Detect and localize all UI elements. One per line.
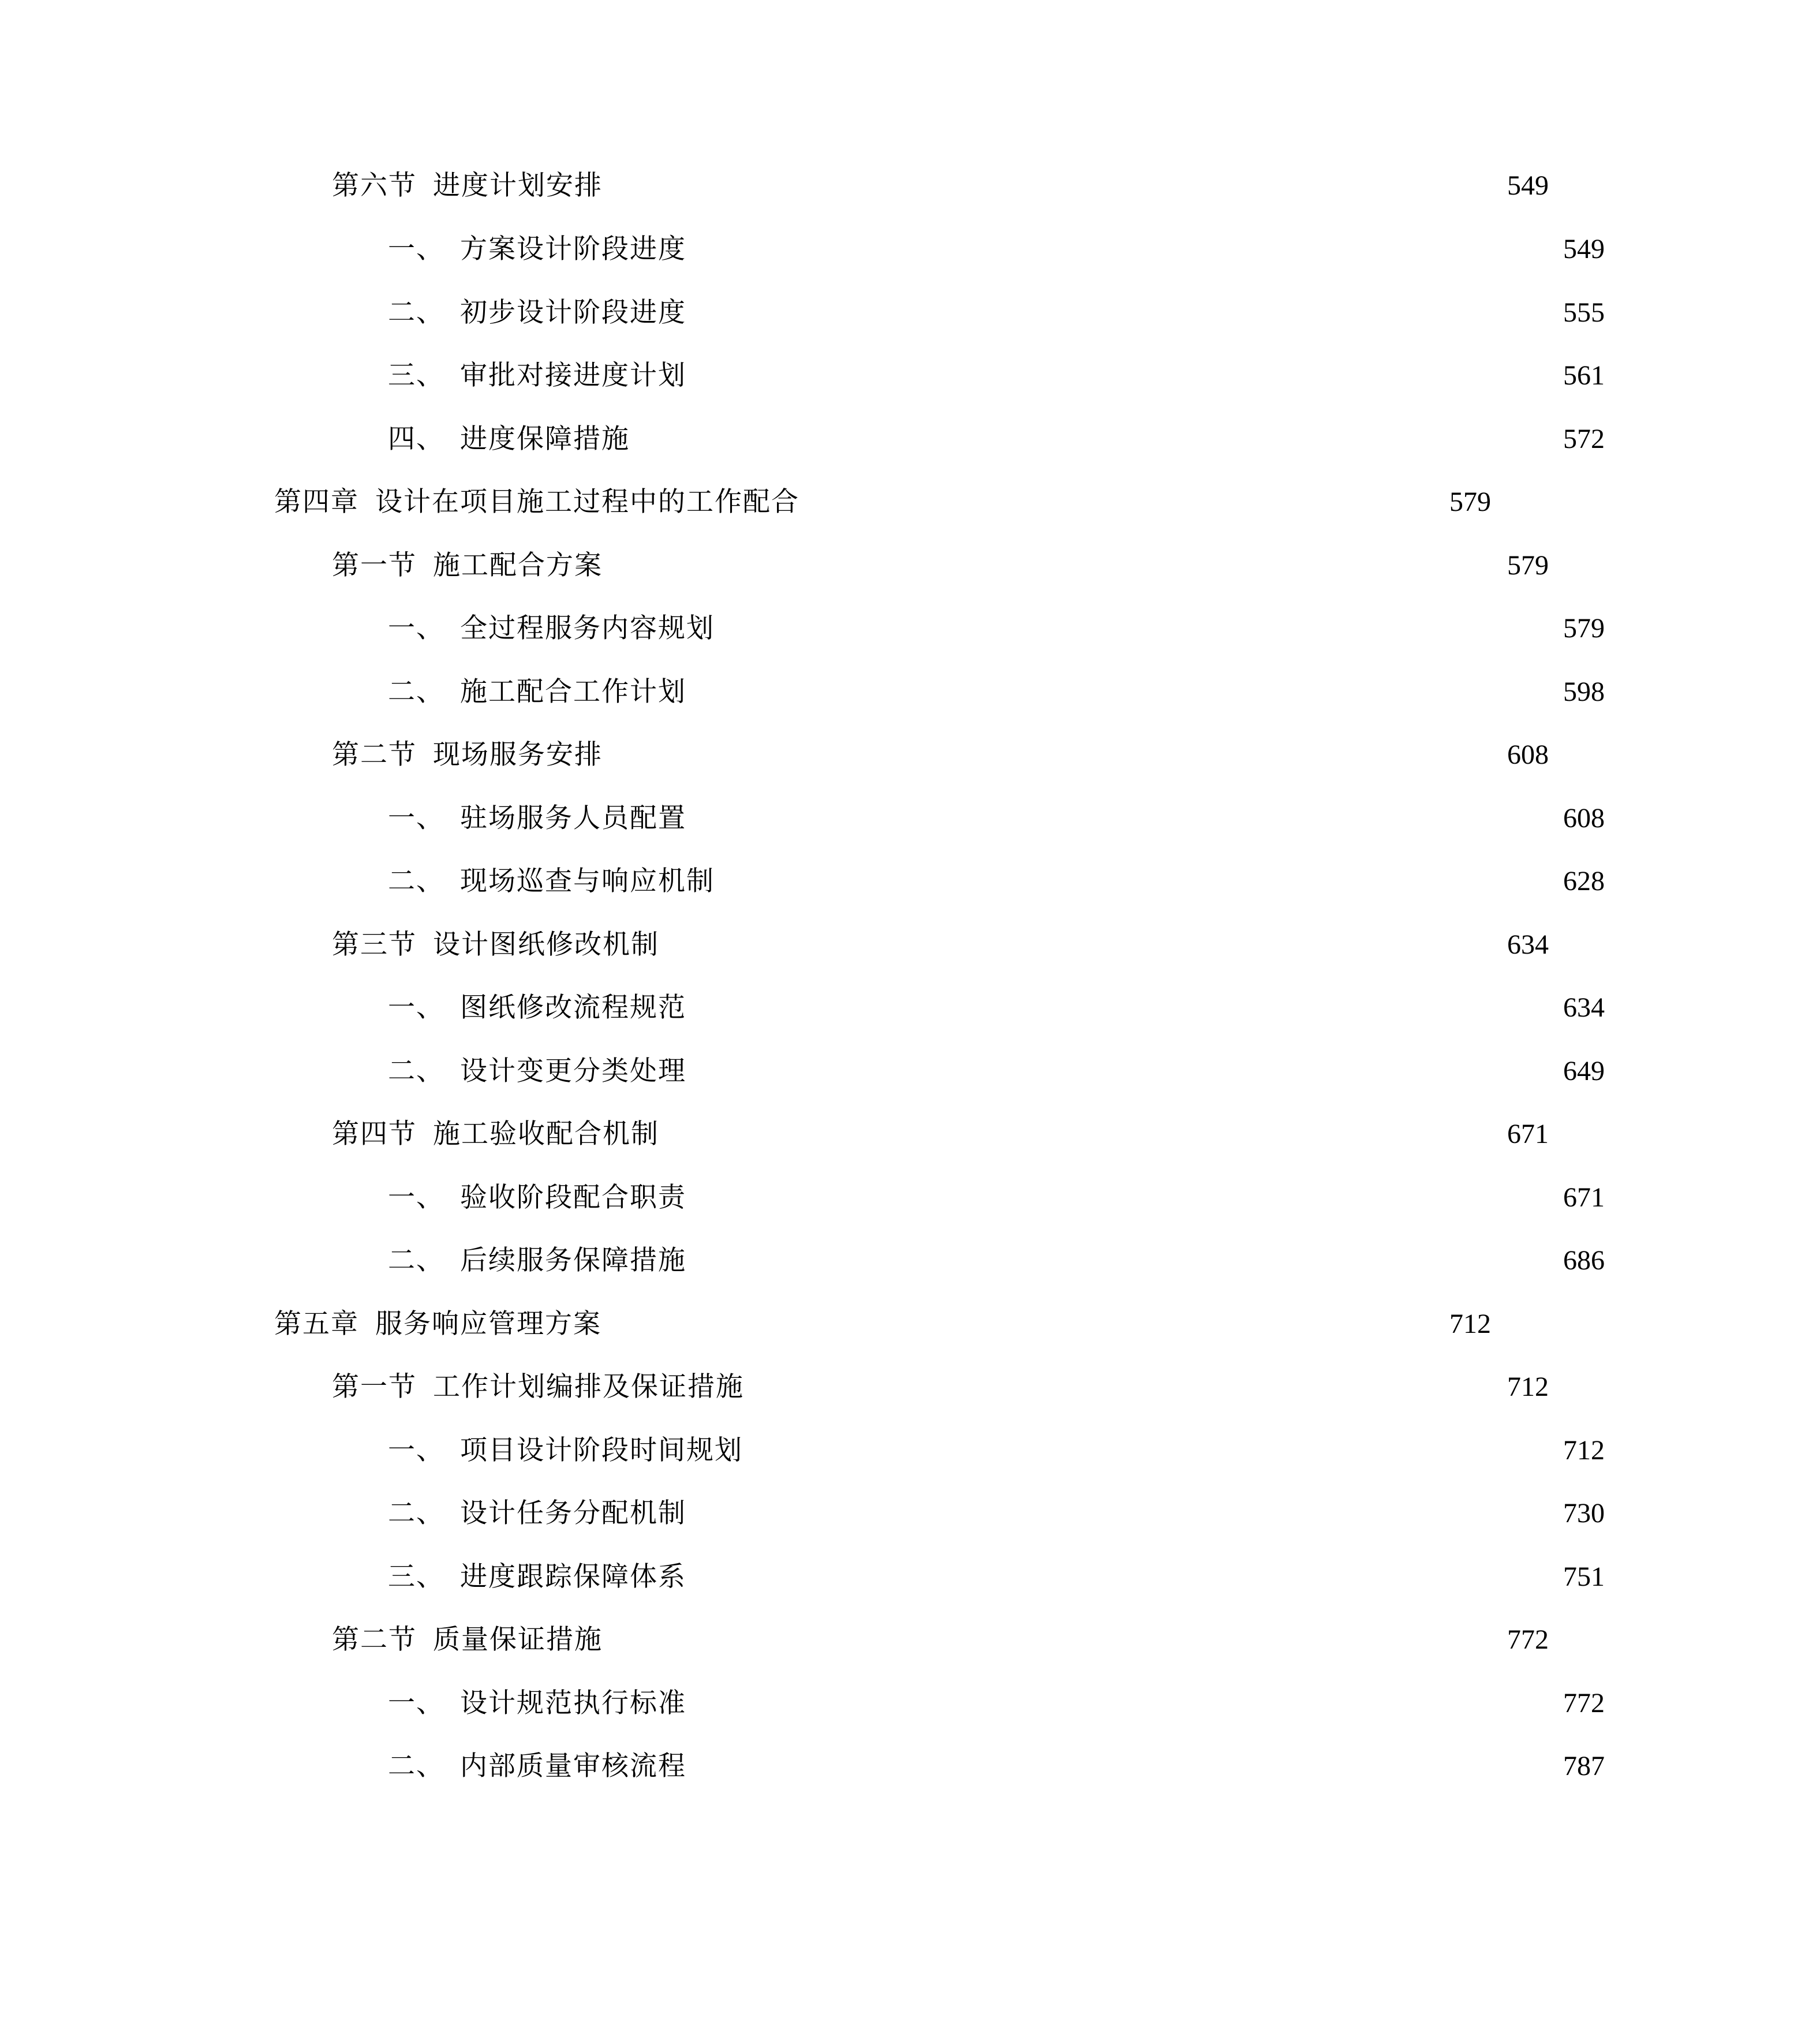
toc-entry-prefix: 第二节 <box>332 1624 417 1656</box>
toc-entry[interactable] <box>0 1364 1764 1410</box>
toc-entry-page: 579 <box>1563 613 1605 644</box>
toc-entry-title: 进度计划安排 <box>433 170 603 201</box>
toc-entry[interactable] <box>0 416 1820 462</box>
toc-entry-page: 712 <box>1563 1435 1605 1466</box>
toc-entry-title: 施工验收配合机制 <box>433 1118 659 1150</box>
toc-entry-prefix: 第五章 <box>274 1308 359 1340</box>
toc-entry-page: 787 <box>1563 1751 1605 1781</box>
toc-entry[interactable] <box>0 1680 1820 1727</box>
toc-entry-title: 现场巡查与响应机制 <box>460 865 715 897</box>
toc-entry-title: 设计在项目施工过程中的工作配合 <box>375 486 799 518</box>
toc-entry-prefix: 第四章 <box>274 486 359 518</box>
toc-entry-title: 方案设计阶段进度 <box>460 233 686 265</box>
toc-entry[interactable] <box>0 353 1820 399</box>
dot-leader <box>692 795 1544 842</box>
toc-entry[interactable] <box>0 1617 1764 1663</box>
toc-entry-prefix: 一、 <box>388 612 444 644</box>
toc-entry-prefix: 三、 <box>388 360 444 391</box>
dot-leader <box>720 858 1544 905</box>
toc-entry-prefix: 一、 <box>388 1434 444 1466</box>
dot-leader <box>692 1680 1544 1727</box>
toc-entry-title: 项目设计阶段时间规划 <box>460 1434 743 1466</box>
toc-entry-prefix: 一、 <box>388 992 444 1023</box>
toc-entry-title: 审批对接进度计划 <box>460 360 686 391</box>
toc-entry-title: 验收阶段配合职责 <box>460 1182 686 1213</box>
toc-entry-title: 施工配合方案 <box>433 550 603 581</box>
toc-entry-prefix: 三、 <box>388 1561 444 1593</box>
toc-entry-title: 进度保障措施 <box>460 423 630 455</box>
dot-leader <box>665 922 1488 968</box>
dot-leader <box>720 606 1544 652</box>
toc-entry-prefix: 二、 <box>388 865 444 897</box>
toc-entry-page: 634 <box>1507 929 1549 960</box>
toc-entry-page: 555 <box>1563 297 1605 328</box>
toc-entry-title: 施工配合工作计划 <box>460 676 686 708</box>
toc-entry-title: 进度跟踪保障体系 <box>460 1561 686 1593</box>
toc-entry[interactable] <box>0 1743 1820 1789</box>
toc-entry-prefix: 一、 <box>388 1182 444 1213</box>
dot-leader <box>608 163 1488 209</box>
dot-leader <box>636 416 1544 462</box>
toc-entry-prefix: 第六节 <box>332 170 417 201</box>
toc-entry-title: 后续服务保障措施 <box>460 1245 686 1276</box>
toc-entry-prefix: 二、 <box>388 297 444 328</box>
toc-entry[interactable] <box>0 1175 1820 1221</box>
toc-entry-page: 572 <box>1563 424 1605 454</box>
toc-entry-page: 649 <box>1563 1056 1605 1086</box>
dot-leader <box>692 1743 1544 1789</box>
toc-entry[interactable] <box>0 922 1764 968</box>
toc-entry-page: 579 <box>1449 487 1491 517</box>
toc-entry-prefix: 第一节 <box>332 1371 417 1403</box>
toc-entry-page: 671 <box>1507 1119 1549 1149</box>
toc-entry[interactable] <box>0 1048 1820 1094</box>
toc-entry[interactable] <box>0 1490 1820 1537</box>
toc-entry-title: 服务响应管理方案 <box>375 1308 601 1340</box>
toc-entry-page: 772 <box>1507 1624 1549 1655</box>
toc-entry[interactable] <box>0 163 1764 209</box>
dot-leader <box>665 1111 1488 1157</box>
toc-entry-page: 608 <box>1507 739 1549 770</box>
dot-leader <box>692 669 1544 715</box>
toc-entry-page: 712 <box>1507 1372 1549 1402</box>
dot-leader <box>805 479 1430 525</box>
dot-leader <box>692 290 1544 336</box>
toc-entry-prefix: 二、 <box>388 676 444 708</box>
toc-entry[interactable] <box>0 669 1820 715</box>
toc-entry-page: 549 <box>1507 170 1549 201</box>
toc-entry-prefix: 第四节 <box>332 1118 417 1150</box>
toc-entry[interactable] <box>0 1554 1820 1600</box>
toc-entry-prefix: 四、 <box>388 423 444 455</box>
dot-leader <box>692 353 1544 399</box>
toc-entry-page: 686 <box>1563 1245 1605 1276</box>
toc-entry-page: 751 <box>1563 1561 1605 1592</box>
toc-entry[interactable] <box>0 1428 1820 1474</box>
dot-leader <box>692 1554 1544 1600</box>
toc-entry-prefix: 一、 <box>388 802 444 834</box>
toc-entry-title: 现场服务安排 <box>433 739 603 771</box>
toc-entry[interactable] <box>0 795 1820 842</box>
toc-entry-title: 图纸修改流程规范 <box>460 992 686 1023</box>
dot-leader <box>750 1364 1488 1410</box>
toc-entry-prefix: 第一节 <box>332 550 417 581</box>
toc-entry[interactable] <box>0 858 1820 905</box>
toc-entry-page: 598 <box>1563 677 1605 707</box>
toc-entry-title: 工作计划编排及保证措施 <box>433 1371 744 1403</box>
toc-entry-page: 634 <box>1563 992 1605 1023</box>
toc-entry[interactable] <box>0 226 1820 272</box>
toc-entry-prefix: 一、 <box>388 1687 444 1719</box>
toc-entry-prefix: 第二节 <box>332 739 417 771</box>
toc-entry-page: 549 <box>1563 234 1605 264</box>
toc-entry-page: 561 <box>1563 360 1605 391</box>
toc-entry-prefix: 二、 <box>388 1497 444 1529</box>
toc-entry[interactable] <box>0 543 1764 589</box>
toc-entry[interactable] <box>0 606 1820 652</box>
toc-entry[interactable] <box>0 1238 1820 1284</box>
toc-entry-prefix: 二、 <box>388 1055 444 1087</box>
toc-entry-title: 质量保证措施 <box>433 1624 603 1656</box>
toc-entry-title: 全过程服务内容规划 <box>460 612 715 644</box>
toc-entry-page: 772 <box>1563 1688 1605 1718</box>
toc-entry[interactable] <box>0 985 1820 1031</box>
toc-entry[interactable] <box>0 290 1820 336</box>
toc-entry-page: 730 <box>1563 1498 1605 1529</box>
dot-leader <box>608 732 1488 778</box>
dot-leader <box>607 1301 1430 1347</box>
toc-entry-page: 712 <box>1449 1309 1491 1339</box>
toc-entry[interactable] <box>0 1111 1764 1157</box>
toc-entry[interactable] <box>0 732 1764 778</box>
toc-entry-prefix: 第三节 <box>332 929 417 961</box>
toc-entry[interactable] <box>0 479 1706 525</box>
dot-leader <box>692 1490 1544 1537</box>
toc-entry-prefix: 二、 <box>388 1245 444 1276</box>
toc-entry-title: 设计任务分配机制 <box>460 1497 686 1529</box>
toc-entry[interactable] <box>0 1301 1706 1347</box>
toc-entry-prefix: 二、 <box>388 1750 444 1782</box>
dot-leader <box>608 543 1488 589</box>
dot-leader <box>608 1617 1488 1663</box>
dot-leader <box>692 1048 1544 1094</box>
toc-entry-title: 初步设计阶段进度 <box>460 297 686 328</box>
dot-leader <box>692 985 1544 1031</box>
toc-entry-title: 设计图纸修改机制 <box>433 929 659 961</box>
dot-leader <box>692 1175 1544 1221</box>
dot-leader <box>692 226 1544 272</box>
dot-leader <box>749 1428 1544 1474</box>
toc-entry-title: 设计规范执行标准 <box>460 1687 686 1719</box>
toc-entry-title: 设计变更分类处理 <box>460 1055 686 1087</box>
dot-leader <box>692 1238 1544 1284</box>
toc-entry-title: 驻场服务人员配置 <box>460 802 686 834</box>
toc-entry-page: 608 <box>1563 803 1605 834</box>
toc-entry-prefix: 一、 <box>388 233 444 265</box>
toc-entry-page: 628 <box>1563 866 1605 896</box>
toc-entry-page: 671 <box>1563 1182 1605 1213</box>
toc-entry-title: 内部质量审核流程 <box>460 1750 686 1782</box>
toc-entry-page: 579 <box>1507 550 1549 581</box>
